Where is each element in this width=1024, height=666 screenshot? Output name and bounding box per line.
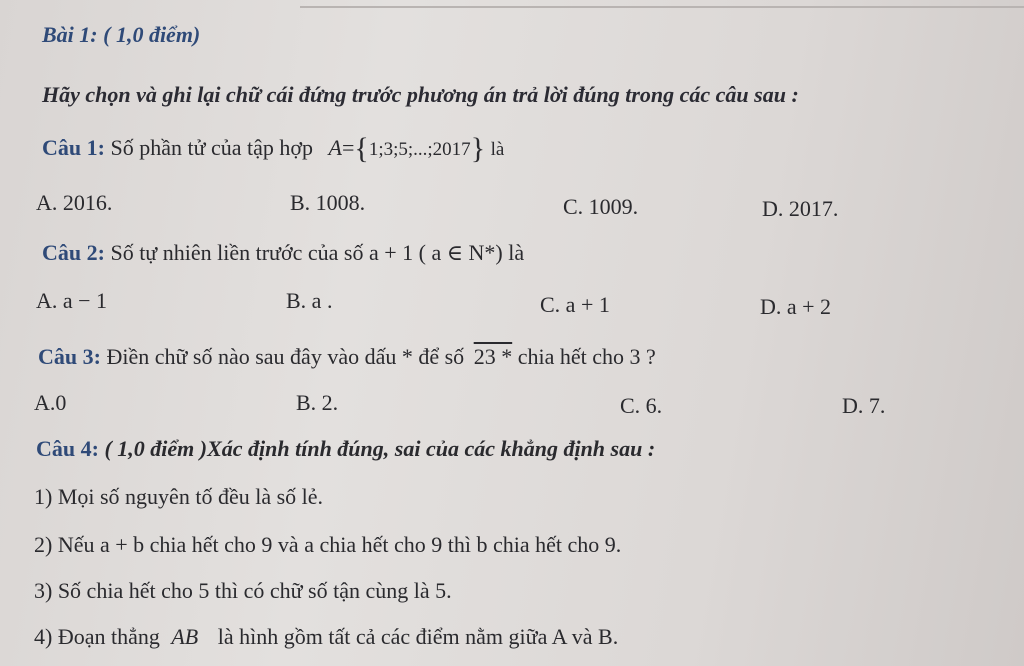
question-1-text: Số phần tử của tập hợp xyxy=(110,135,314,160)
instruction-text: Hãy chọn và ghi lại chữ cái đứng trước phương án trả lời đúng trong các câu sau : xyxy=(42,82,799,107)
number-23-star: 23 * xyxy=(473,344,513,369)
question-3-text: Điền chữ số nào sau đây vào dấu * để số xyxy=(106,344,465,369)
q2-option-d: D. a + 2 xyxy=(760,294,832,319)
statement-4-tail: là hình gồm tất cả các điểm nằm giữa A và B. xyxy=(217,624,619,649)
question-3 xyxy=(38,344,656,370)
question-3-label: Câu 3: xyxy=(38,344,101,369)
question-2-text: Số tự nhiên liền trước của số a + 1 ( a ∈ N*) là xyxy=(110,240,525,265)
q3-option-c: C. 6. xyxy=(620,393,663,418)
statement-4 xyxy=(34,624,618,650)
q3-option-a: A.0 xyxy=(34,390,67,415)
question-4-label: Câu 4: xyxy=(36,436,99,461)
q1-option-a: A. 2016. xyxy=(36,190,113,215)
question-4 xyxy=(36,436,655,462)
statement-2: 2) Nếu a + b chia hết cho 9 và a chia hết cho 9 thì b chia hết cho 9. xyxy=(34,532,622,557)
statement-1: 1) Mọi số nguyên tố đều là số lẻ. xyxy=(34,484,324,509)
question-2 xyxy=(42,240,524,266)
top-divider xyxy=(300,6,1024,8)
left-brace: { xyxy=(354,132,369,165)
question-2-label: Câu 2: xyxy=(42,240,105,265)
q1-option-d: D. 2017. xyxy=(762,196,839,221)
set-elements: 1;3;5;...;2017 xyxy=(368,139,471,160)
question-1-tail: là xyxy=(490,139,505,160)
question-4-text: ( 1,0 điểm )Xác định tính đúng, sai của các khẳng định sau : xyxy=(104,436,656,461)
set-name: A xyxy=(328,135,342,160)
q1-option-c: C. 1009. xyxy=(563,194,639,219)
statement-3: 3) Số chia hết cho 5 thì có chữ số tận cùng là 5. xyxy=(34,578,452,603)
exercise-title: Bài 1: ( 1,0 điểm) xyxy=(42,22,201,47)
q2-option-a: A. a − 1 xyxy=(36,288,108,313)
q2-option-c: C. a + 1 xyxy=(540,292,610,317)
question-1-label: Câu 1: xyxy=(42,135,105,160)
equals-sign: = xyxy=(341,135,355,160)
q1-option-b: B. 1008. xyxy=(290,190,366,215)
question-1 xyxy=(42,132,504,166)
q3-option-b: B. 2. xyxy=(296,390,339,415)
right-brace: } xyxy=(470,132,486,165)
q2-option-b: B. a . xyxy=(286,288,333,313)
segment-ab: AB xyxy=(171,624,199,649)
statement-4-text: 4) Đoạn thẳng xyxy=(34,624,160,649)
q3-option-d: D. 7. xyxy=(842,393,886,418)
question-3-tail: chia hết cho 3 ? xyxy=(517,344,656,369)
